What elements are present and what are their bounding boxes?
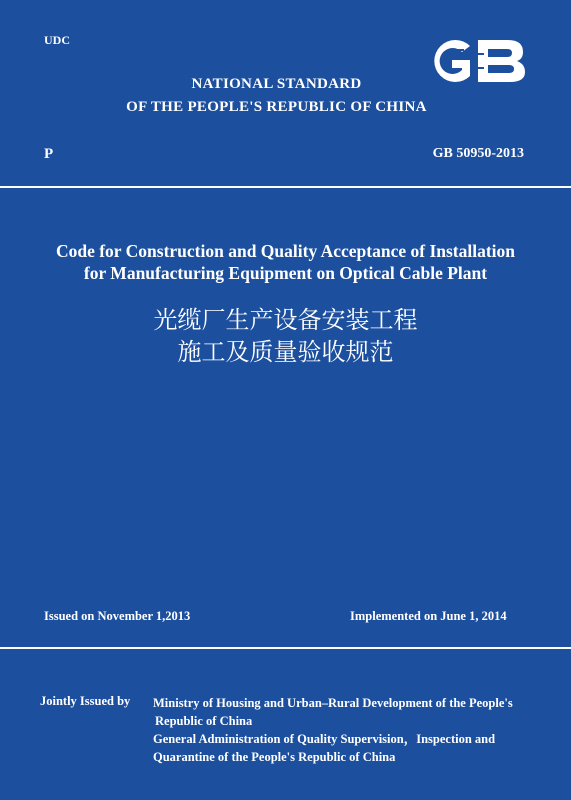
issuer-line: General Administration of Quality Supervision，Inspection and	[153, 732, 496, 746]
title-chinese-line: 光缆厂生产设备安装工程	[153, 306, 418, 334]
national-standard-line: NATIONAL STANDARD	[191, 76, 362, 92]
issuer-line: Quarantine of the People's Republic of China	[153, 750, 396, 764]
gb-logo-icon	[424, 36, 526, 86]
title-english-line: for Manufacturing Equipment on Optical Cable Plant	[83, 263, 488, 283]
country-line: OF THE PEOPLE'S REPUBLIC OF CHINA	[126, 99, 427, 115]
issuer-line: Ministry of Housing and Urban–Rural Development of the People's	[153, 696, 513, 710]
udc-label: UDC	[44, 33, 70, 47]
category-code: P	[44, 146, 54, 162]
implemented-date: Implemented on June 1, 2014	[350, 609, 507, 623]
issued-date: Issued on November 1,2013	[44, 609, 191, 623]
divider-top	[0, 186, 571, 188]
issuer-line: Republic of China	[155, 714, 253, 728]
jointly-issued-label: Jointly Issued by	[40, 694, 131, 708]
title-chinese	[0, 304, 571, 368]
issuers-list	[153, 694, 563, 766]
standard-number: GB 50950-2013	[432, 146, 524, 161]
title-english-line: Code for Construction and Quality Acceptance of Installation	[55, 241, 516, 261]
title-english	[0, 240, 571, 284]
title-chinese-line: 施工及质量验收规范	[177, 338, 394, 366]
divider-bottom	[0, 647, 571, 649]
